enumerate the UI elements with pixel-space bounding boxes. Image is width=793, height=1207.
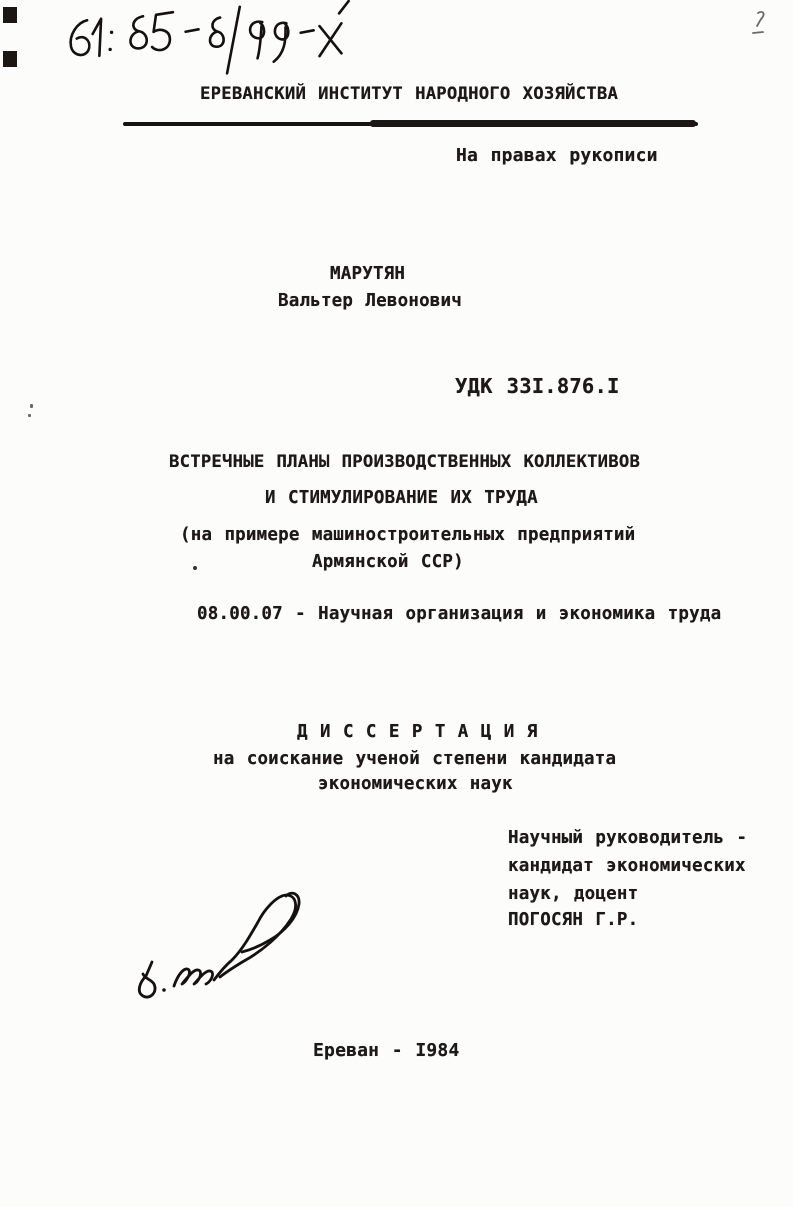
title-subtitle-line-1: (на примере машиностроительных предприятий: [180, 525, 636, 545]
author-name-patronymic: Вальтер Левонович: [278, 291, 463, 311]
supervisor-line-3: наук, доцент: [508, 884, 639, 904]
author-signature: [128, 862, 313, 1012]
scan-edge-mark-bottom: [3, 51, 17, 67]
author-surname: МАРУТЯН: [330, 264, 406, 284]
dissertation-line-2: экономических наук: [318, 774, 513, 794]
manuscript-note: На правах рукописи: [456, 145, 658, 166]
dissertation-heading: Д И С С Е Р Т А Ц И Я: [297, 722, 538, 742]
scan-speck: [28, 414, 31, 417]
scan-speck: [30, 404, 33, 408]
handwritten-call-number: [57, 0, 360, 89]
scan-speck: [193, 566, 197, 570]
city-year: Ереван - I984: [313, 1040, 460, 1061]
dissertation-line-1: на соискание ученой степени кандидата: [213, 749, 617, 769]
header-rule-thick-part: [370, 120, 696, 127]
corner-pencil-mark: [746, 8, 778, 40]
supervisor-name: ПОГОСЯН Г.Р.: [508, 910, 639, 930]
udc-code: УДК 33I.876.I: [455, 374, 620, 398]
title-line-2: И СТИМУЛИРОВАНИЕ ИХ ТРУДА: [265, 488, 538, 508]
supervisor-line-1: Научный руководитель -: [508, 828, 748, 848]
title-subtitle-line-2: Армянской ССР): [312, 552, 464, 572]
scan-edge-mark-top: [3, 7, 17, 23]
supervisor-line-2: кандидат экономических: [508, 856, 746, 876]
specialty-line: 08.00.07 - Научная организация и экономика труда: [197, 604, 722, 624]
institute-name: ЕРЕВАНСКИЙ ИНСТИТУТ НАРОДНОГО ХОЗЯЙСТВА: [200, 84, 619, 104]
title-line-1: ВСТРЕЧНЫЕ ПЛАНЫ ПРОИЗВОДСТВЕННЫХ КОЛЛЕКТИВОВ: [169, 452, 641, 472]
